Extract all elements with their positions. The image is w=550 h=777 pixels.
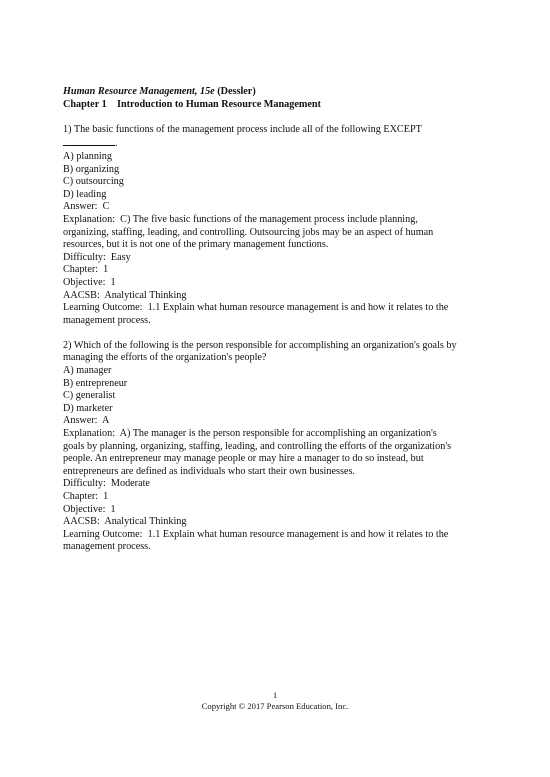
option-d: D) leading	[63, 188, 107, 200]
explanation-line: goals by planning, organizing, staffing, leading, and controlling the efforts of the organization's	[63, 440, 452, 452]
explanation-line: Explanation: C) The five basic functions of the management process include planning,	[63, 213, 418, 225]
book-title: Human Resource Management, 15e	[63, 86, 215, 97]
option-a: A) planning	[63, 150, 112, 162]
learning-outcome: management process.	[63, 541, 151, 553]
difficulty: Difficulty: Moderate	[63, 478, 150, 490]
learning-outcome: management process.	[63, 314, 151, 326]
spacer	[63, 111, 493, 124]
explanation-line: resources, but it is not one of the primary management functions.	[63, 239, 329, 251]
objective: Objective: 1	[63, 276, 116, 288]
spacer	[63, 327, 493, 340]
answer-key: Answer: A	[63, 415, 110, 427]
document-title	[63, 86, 493, 99]
answer-blank-line	[63, 136, 493, 151]
difficulty: Difficulty: Easy	[63, 251, 131, 263]
aacsb: AACSB: Analytical Thinking	[63, 516, 187, 528]
learning-outcome: Learning Outcome: 1.1 Explain what human resource management is and how it relates to the	[63, 528, 449, 540]
chapter-title: Introduction to Human Resource Management	[117, 98, 321, 110]
explanation-line: people. An entrepreneur may manage people or may hire a manager to do so instead, but	[63, 453, 424, 465]
option-c: C) outsourcing	[63, 176, 124, 188]
question-stem: 1) The basic functions of the management process include all of the following EXCEPT	[63, 123, 422, 135]
copyright-notice: Copyright © 2017 Pearson Education, Inc.	[201, 701, 349, 711]
blank-suffix: .	[115, 138, 118, 150]
chapter-ref: Chapter: 1	[63, 264, 109, 276]
question-stem: managing the efforts of the organization's people?	[63, 352, 267, 364]
option-a: A) manager	[63, 365, 112, 377]
option-d: D) marketer	[63, 402, 113, 414]
chapter-ref: Chapter: 1	[63, 491, 109, 502]
question-2	[63, 340, 493, 554]
option-b: B) organizing	[63, 163, 120, 175]
objective: Objective: 1	[63, 503, 116, 515]
page-number: 1	[272, 690, 278, 700]
option-b: B) entrepreneur	[63, 377, 128, 389]
book-author: (Dessler)	[214, 86, 256, 97]
answer-key: Answer: C	[63, 201, 110, 213]
document-page	[63, 86, 493, 554]
option-c: C) generalist	[63, 390, 116, 402]
chapter-label: Chapter 1	[63, 98, 107, 110]
explanation-line: entrepreneurs are defined as individuals who start their own businesses.	[63, 465, 355, 477]
learning-outcome: Learning Outcome: 1.1 Explain what human resource management is and how it relates to the	[63, 302, 449, 314]
chapter-heading	[63, 99, 493, 112]
answer-blank	[63, 136, 115, 146]
explanation-line: organizing, staffing, leading, and controlling. Outsourcing jobs may be an aspect of human	[63, 226, 434, 238]
question-1	[63, 124, 493, 328]
question-stem: 2) Which of the following is the person responsible for accomplishing an organization's goals by	[63, 339, 457, 351]
aacsb: AACSB: Analytical Thinking	[63, 289, 187, 301]
explanation-line: Explanation: A) The manager is the person responsible for accomplishing an organization's	[63, 428, 437, 440]
